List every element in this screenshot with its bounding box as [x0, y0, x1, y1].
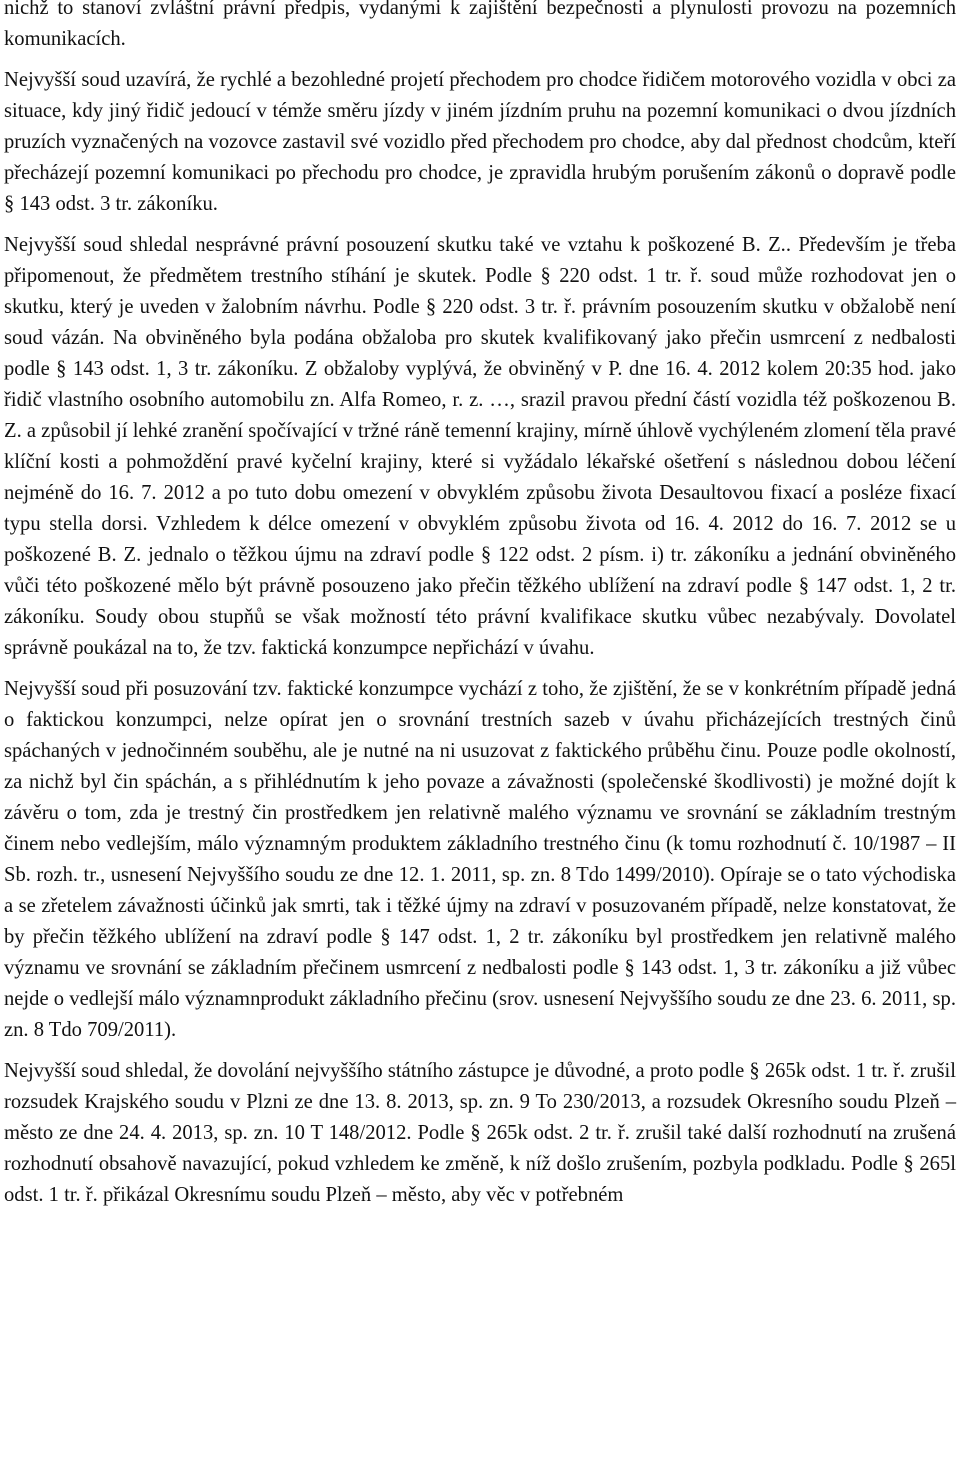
paragraph-decision: Nejvyšší soud shledal, že dovolání nejvyššího státního zástupce je důvodné, a proto podle § 265k odst. 1 tr. ř. zrušil rozsudek Krajského soudu v Plzni ze dne 13. 8. 2013, sp. zn. 9 To 230/2013, a rozsudek Okresního soudu Plzeň – město ze dne 24. 4. 2013, sp. zn. 10 T 148/2012. Podle § 265k odst. 2 tr. ř. zrušil také další rozhodnutí na zrušená rozhodnutí obsahově navazující, pokud vzhledem ke změně, k níž došlo zrušením, pozbyla podkladu. Podle § 265l odst. 1 tr. ř. přikázal Okresnímu soudu Plzeň – město, aby věc v potřebném	[4, 1060, 956, 1206]
paragraph-intro-fragment: nichž to stanoví zvláštní právní předpis, vydanými k zajištění bezpečnosti a plynulosti provozu na pozemních komunikacích.	[4, 0, 956, 50]
paragraph-factual-consumption: Nejvyšší soud při posuzování tzv. faktické konzumpce vychází z toho, že zjištění, že se v konkrétním případě jedná o faktickou konzumpci, nelze opírat jen o srovnání trestních sazeb v úvahu přicházejících trestných činů spáchaných v jednočinném souběhu, ale je nutné na ni usuzovat z faktického průběhu činu. Pouze podle okolností, za nichž byl čin spáchán, a s přihlédnutím k jeho povaze a závažnosti (společenské škodlivosti) je možné dojít k závěru o tom, zda je trestný čin prostředkem jen relativně malého významu ve srovnání se základním trestným činem nebo vedlejším, málo významným produktem základního trestného činu (k tomu rozhodnutí č. 10/1987 – II Sb. rozh. tr., usnesení Nejvyššího soudu ze dne 12. 1. 2011, sp. zn. 8 Tdo 1499/2010). Opíraje se o tato východiska a se zřetelem závažnosti účinků jak smrti, tak i těžké újmy na zdraví v posuzovaném případě, nelze konstatovat, že by přečin těžkého ublížení na zdraví podle § 147 odst. 1, 2 tr. zákoníku byl prostředkem jen relativně malého významu ve srovnání se základním přečinem usmrcení z nedbalosti podle § 143 odst. 1, 3 tr. zákoníku a již vůbec nejde o vedlejší málo významnprodukt základního přečinu (srov. usnesení Nejvyššího soudu ze dne 23. 6. 2011, sp. zn. 8 Tdo 709/2011).	[4, 678, 956, 1041]
paragraph-court-conclusion: Nejvyšší soud uzavírá, že rychlé a bezohledné projetí přechodem pro chodce řidičem motorového vozidla v obci za situace, kdy jiný řidič jedoucí v témže směru jízdy v jiném jízdním pruhu na pozemní komunikaci o dvou jízdních pruzích vyznačených na vozovce zastavil své vozidlo před přechodem pro chodce, aby dal přednost chodcům, kteří přecházejí pozemní komunikaci po přechodu pro chodce, je zpravidla hrubým porušením zákonů o dopravě podle § 143 odst. 3 tr. zákoníku.	[4, 69, 956, 215]
document-page	[4, 0, 956, 1211]
paragraph-legal-assessment: Nejvyšší soud shledal nesprávné právní posouzení skutku také ve vztahu k poškozené B. Z.. Především je třeba připomenout, že předmětem trestního stíhání je skutek. Podle § 220 odst. 1 tr. ř. soud může rozhodovat jen o skutku, který je uveden v žalobním návrhu. Podle § 220 odst. 3 tr. ř. právním posouzením skutku v obžalobě není soud vázán. Na obviněného byla podána obžaloba pro skutek kvalifikovaný jako přečin usmrcení z nedbalosti podle § 143 odst. 1, 3 tr. zákoníku. Z obžaloby vyplývá, že obviněný v P. dne 16. 4. 2012 kolem 20:35 hod. jako řidič vlastního osobního automobilu zn. Alfa Romeo, r. z. …, srazil pravou přední částí vozidla též poškozenou B. Z. a způsobil jí lehké zranění spočívající v tržné ráně temenní krajiny, mírně úhlově vychýleném zlomení těla pravé klíční kosti a pohmoždění pravé kyčelní krajiny, které si vyžádalo lékařské ošetření s následnou dobou léčení nejméně do 16. 7. 2012 a po tuto dobu omezení v obvyklém způsobu života Desaultovou fixací a posléze fixací typu stella dorsi. Vzhledem k délce omezení v obvyklém způsobu života od 16. 4. 2012 do 16. 7. 2012 se u poškozené B. Z. jednalo o těžkou újmu na zdraví podle § 122 odst. 2 písm. i) tr. zákoníku a jednání obviněného vůči této poškozené mělo být právně posouzeno jako přečin těžkého ublížení na zdraví podle § 147 odst. 1, 2 tr. zákoníku. Soudy obou stupňů se však možností této právní kvalifikace skutku vůbec nezabývaly. Dovolatel správně poukázal na to, že tzv. faktická konzumpce nepřichází v úvahu.	[4, 234, 956, 659]
